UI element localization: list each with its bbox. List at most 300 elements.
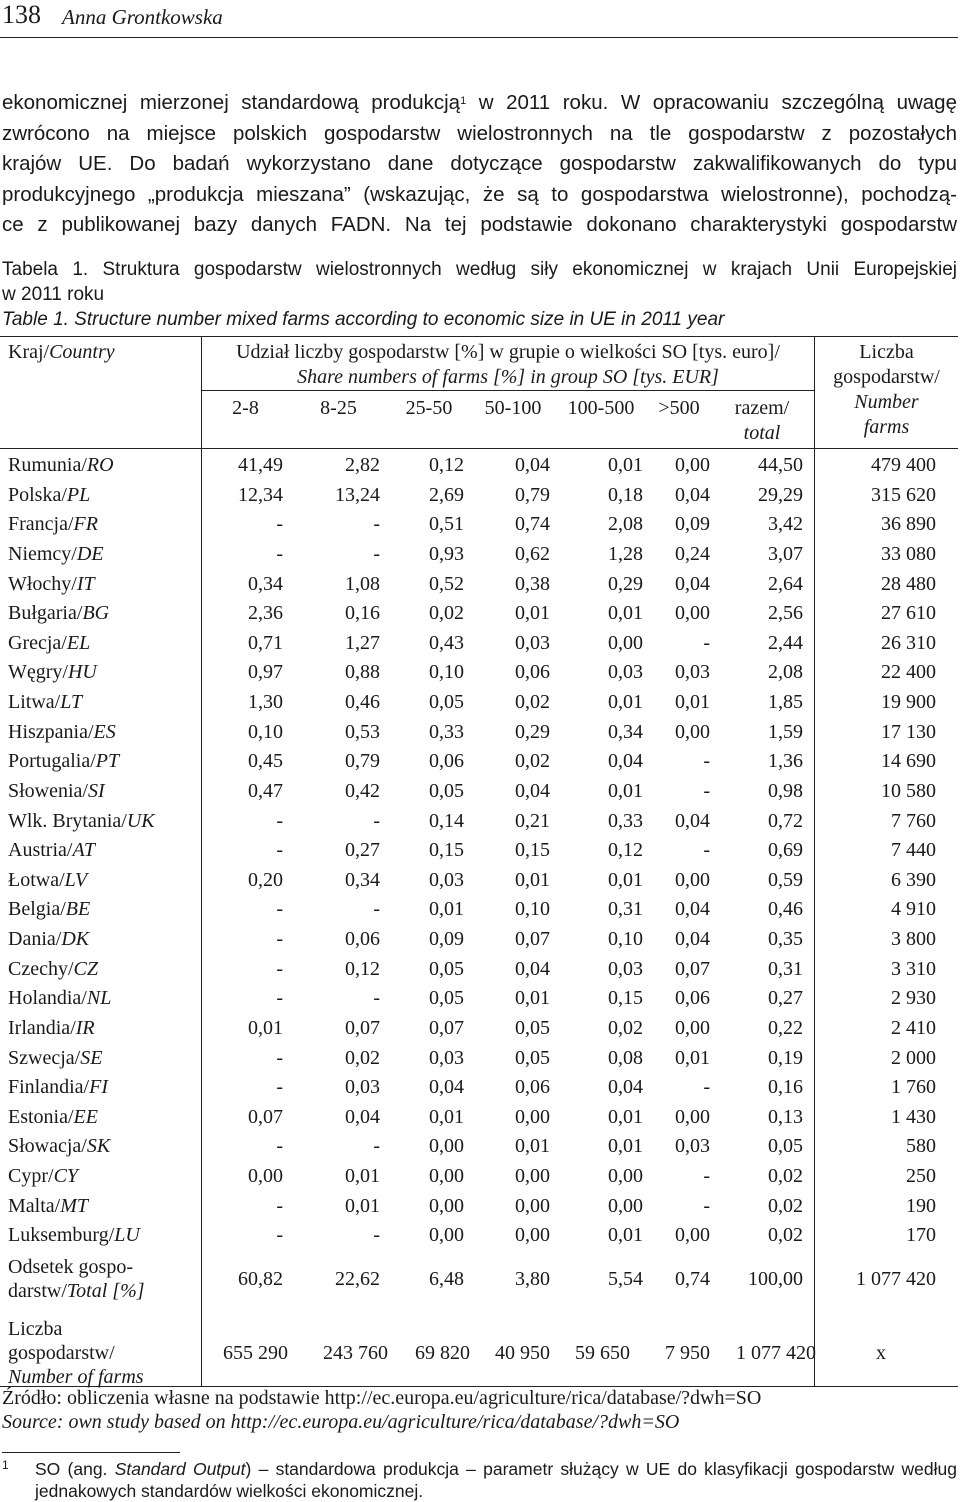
value-cell: 1,59 (768, 720, 803, 743)
value-cell: 0,15 (515, 839, 550, 862)
value-cell: 0,04 (675, 809, 710, 832)
value-cell: 0,29 (515, 720, 550, 743)
value-cell: 0,33 (429, 720, 464, 743)
farm-count-cell: 36 890 (881, 513, 936, 536)
count-row-label-line2: gospodarstw/ (8, 1342, 115, 1364)
value-cell: 2,08 (608, 513, 643, 536)
country-cell: Belgia/BE (8, 898, 91, 921)
country-cell: Łotwa/LV (8, 868, 88, 891)
value-cell: 0,04 (675, 483, 710, 506)
table-subheader-rule (202, 390, 814, 391)
value-cell: - (276, 1076, 283, 1099)
value-cell: 0,16 (345, 602, 380, 625)
value-cell: 0,02 (345, 1046, 380, 1069)
value-cell: 0,01 (608, 868, 643, 891)
footnote-text (35, 1458, 957, 1502)
value-cell: 0,71 (248, 631, 283, 654)
value-cell: 0,34 (345, 868, 380, 891)
country-cell: Luksemburg/LU (8, 1224, 140, 1247)
value-cell: 0,34 (608, 720, 643, 743)
country-cell: Grecja/EL (8, 631, 91, 654)
value-cell: 0,03 (675, 661, 710, 684)
value-cell: 2,56 (768, 602, 803, 625)
value-cell: 3,42 (768, 513, 803, 536)
value-cell: 0,01 (608, 779, 643, 802)
farm-count-cell: 10 580 (881, 779, 936, 802)
value-cell: 0,04 (675, 928, 710, 951)
farm-count-cell: 2 000 (891, 1046, 936, 1069)
farm-count-cell: 3 310 (891, 957, 936, 980)
footnote-rule (2, 1452, 180, 1453)
value-cell: 0,79 (345, 750, 380, 773)
value-cell: 1,85 (768, 691, 803, 714)
value-cell: 0,05 (429, 987, 464, 1010)
country-cell: Austria/AT (8, 839, 96, 862)
value-cell: 0,53 (345, 720, 380, 743)
value-cell: 0,07 (248, 1105, 283, 1128)
value-cell: 0,03 (675, 1135, 710, 1158)
share-value-cell: 22,62 (335, 1268, 380, 1290)
value-cell: 0,07 (675, 957, 710, 980)
value-cell: 0,00 (675, 1105, 710, 1128)
country-cell: Bułgaria/BG (8, 602, 110, 625)
value-cell: 0,00 (515, 1165, 550, 1188)
value-cell: 0,27 (345, 839, 380, 862)
value-cell: 0,05 (515, 1016, 550, 1039)
value-cell: 0,01 (248, 1016, 283, 1039)
value-cell: 1,36 (768, 750, 803, 773)
value-cell: 0,08 (608, 1046, 643, 1069)
country-cell: Słowacja/SK (8, 1135, 111, 1158)
value-cell: 0,46 (768, 898, 803, 921)
header-size-group: 8-25 (320, 397, 357, 419)
value-cell: 0,88 (345, 661, 380, 684)
country-cell: Irlandia/IR (8, 1016, 95, 1039)
value-cell: 0,00 (608, 631, 643, 654)
country-cell: Hiszpania/ES (8, 720, 116, 743)
body-line: ce z publikowanej bazy danych FADN. Na tej podstawie dokonano charakterystyki gospodarstw (2, 213, 957, 236)
value-cell: 0,03 (429, 868, 464, 891)
header-count-line3: Number (854, 391, 919, 413)
count-value-cell: 655 290 (223, 1342, 288, 1364)
value-cell: 0,09 (429, 928, 464, 951)
page-number: 138 (2, 0, 41, 29)
value-cell: 0,51 (429, 513, 464, 536)
caption-polish-line2: w 2011 roku (2, 284, 105, 305)
country-cell: Szwecja/SE (8, 1046, 103, 1069)
count-value-cell: 59 650 (575, 1342, 630, 1364)
farm-count-cell: 3 800 (891, 928, 936, 951)
share-row-label-line2: darstw/Total [%] (8, 1280, 145, 1302)
value-cell: 0,42 (345, 779, 380, 802)
header-size-group: 25-50 (405, 397, 453, 419)
share-value-cell: 100,00 (748, 1268, 803, 1290)
share-value-cell: 6,48 (429, 1268, 464, 1290)
value-cell: 0,01 (515, 987, 550, 1010)
header-country: Kraj/Country (8, 341, 115, 363)
value-cell: 0,06 (515, 1076, 550, 1099)
value-cell: 3,07 (768, 542, 803, 565)
value-cell: 1,30 (248, 691, 283, 714)
value-cell: 0,04 (515, 454, 550, 476)
count-value-cell: 243 760 (323, 1342, 388, 1364)
value-cell: - (373, 1135, 380, 1158)
value-cell: 0,06 (429, 750, 464, 773)
header-count-line2: gospodarstw/ (833, 366, 940, 388)
count-value-cell: 40 950 (495, 1342, 550, 1364)
value-cell: 0,06 (675, 987, 710, 1010)
count-row-label-line1: Liczba (8, 1318, 63, 1340)
value-cell: 0,04 (675, 572, 710, 595)
value-cell: 0,04 (608, 750, 643, 773)
value-cell: - (276, 1194, 283, 1217)
value-cell: 0,06 (345, 928, 380, 951)
value-cell: 1,27 (345, 631, 380, 654)
country-cell: Niemcy/DE (8, 542, 104, 565)
value-cell: 0,46 (345, 691, 380, 714)
value-cell: 0,02 (515, 691, 550, 714)
country-cell: Wlk. Brytania/UK (8, 809, 155, 832)
value-cell: 0,03 (608, 661, 643, 684)
value-cell: 0,05 (429, 779, 464, 802)
count-value-cell: 7 950 (665, 1342, 710, 1364)
value-cell: 0,00 (515, 1105, 550, 1128)
value-cell: 0,01 (608, 1135, 643, 1158)
value-cell: 0,93 (429, 542, 464, 565)
farm-count-cell: 2 930 (891, 987, 936, 1010)
value-cell: - (373, 898, 380, 921)
value-cell: - (276, 1046, 283, 1069)
value-cell: 0,04 (345, 1105, 380, 1128)
value-cell: 0,14 (429, 809, 464, 832)
value-cell: 0,01 (429, 1105, 464, 1128)
value-cell: 0,05 (429, 957, 464, 980)
value-cell: 0,00 (675, 720, 710, 743)
country-cell: Cypr/CY (8, 1165, 79, 1188)
value-cell: - (276, 542, 283, 565)
value-cell: - (276, 839, 283, 862)
value-cell: 0,01 (608, 1105, 643, 1128)
farm-count-cell: 6 390 (891, 868, 936, 891)
country-cell: Malta/MT (8, 1194, 89, 1217)
value-cell: 0,02 (515, 750, 550, 773)
farm-count-cell: 22 400 (881, 661, 936, 684)
value-cell: - (276, 987, 283, 1010)
value-cell: 0,21 (515, 809, 550, 832)
value-cell: 0,38 (515, 572, 550, 595)
header-size-group: 100-500 (567, 397, 635, 419)
country-cell: Portugalia/PT (8, 750, 120, 773)
farm-count-cell: 7 760 (891, 809, 936, 832)
value-cell: - (276, 928, 283, 951)
value-cell: 0,33 (608, 809, 643, 832)
header-total-polish: razem/ (734, 397, 790, 419)
header-size-group: >500 (658, 397, 700, 419)
table-col-rule (814, 336, 815, 1386)
value-cell: 0,00 (675, 1224, 710, 1247)
value-cell: 0,07 (515, 928, 550, 951)
value-cell: 2,69 (429, 483, 464, 506)
value-cell: 0,35 (768, 928, 803, 951)
value-cell: 0,19 (768, 1046, 803, 1069)
caption-english: Table 1. Structure number mixed farms according to economic size in UE in 2011 year (2, 309, 725, 330)
value-cell: 0,22 (768, 1016, 803, 1039)
value-cell: - (703, 1076, 710, 1099)
value-cell: - (373, 542, 380, 565)
table-caption (2, 257, 957, 332)
value-cell: 0,47 (248, 779, 283, 802)
value-cell: 0,01 (515, 1135, 550, 1158)
value-cell: 0,97 (248, 661, 283, 684)
farm-count-cell: 33 080 (881, 542, 936, 565)
value-cell: 0,00 (608, 1194, 643, 1217)
value-cell: 2,36 (248, 602, 283, 625)
value-cell: 0,01 (675, 1046, 710, 1069)
country-cell: Rumunia/RO (8, 454, 114, 476)
header-size-group: 50-100 (484, 397, 542, 419)
farm-count-cell: 315 620 (871, 483, 936, 506)
value-cell: 0,09 (675, 513, 710, 536)
value-cell: 0,01 (429, 898, 464, 921)
value-cell: 0,10 (608, 928, 643, 951)
value-cell: 0,00 (675, 454, 710, 476)
value-cell: 29,29 (758, 483, 803, 506)
value-cell: 44,50 (758, 454, 803, 476)
value-cell: 0,98 (768, 779, 803, 802)
value-cell: 0,10 (515, 898, 550, 921)
value-cell: 0,12 (429, 454, 464, 476)
header-rule (0, 37, 958, 38)
value-cell: 2,44 (768, 631, 803, 654)
running-head-author: Anna Grontkowska (62, 5, 223, 29)
value-cell: - (703, 839, 710, 862)
value-cell: 0,34 (248, 572, 283, 595)
farm-count-cell: 2 410 (891, 1016, 936, 1039)
value-cell: 0,00 (429, 1224, 464, 1247)
value-cell: 0,74 (515, 513, 550, 536)
value-cell: 0,02 (429, 602, 464, 625)
value-cell: 0,00 (608, 1165, 643, 1188)
farm-count-cell: 250 (906, 1165, 936, 1188)
value-cell: - (373, 987, 380, 1010)
value-cell: 0,01 (345, 1165, 380, 1188)
value-cell: - (276, 809, 283, 832)
value-cell: 0,04 (675, 898, 710, 921)
value-cell: 0,03 (429, 1046, 464, 1069)
value-cell: - (276, 957, 283, 980)
value-cell: - (373, 1224, 380, 1247)
share-value-cell: 60,82 (238, 1268, 283, 1290)
value-cell: 0,24 (675, 542, 710, 565)
value-cell: 0,00 (429, 1165, 464, 1188)
value-cell: 0,00 (675, 1016, 710, 1039)
value-cell: 2,82 (345, 454, 380, 476)
header-size-group: 2-8 (232, 397, 259, 419)
header-total-english: total (743, 422, 781, 444)
value-cell: 1,08 (345, 572, 380, 595)
farm-count-cell: 27 610 (881, 602, 936, 625)
farm-count-cell: 14 690 (881, 750, 936, 773)
country-cell: Litwa/LT (8, 691, 83, 714)
source-english: Source: own study based on http://ec.europa.eu/agriculture/rica/database/?dwh=SO (2, 1411, 680, 1433)
farm-count-cell: 7 440 (891, 839, 936, 862)
body-line: krajów UE. Do badań wykorzystano dane dotyczące gospodarstw zakwalifikowanych do typu (2, 152, 957, 175)
value-cell: 0,01 (345, 1194, 380, 1217)
footnote-mark: 1 (2, 1458, 9, 1472)
value-cell: 0,03 (515, 631, 550, 654)
farm-count-cell: 1 760 (891, 1076, 936, 1099)
share-value-cell: 5,54 (608, 1268, 643, 1290)
value-cell: 0,03 (345, 1076, 380, 1099)
value-cell: 2,64 (768, 572, 803, 595)
value-cell: 0,10 (248, 720, 283, 743)
caption-polish-line1: Tabela 1. Struktura gospodarstw wielostronnych według siły ekonomicznej w krajach Unii Europejskiej (2, 259, 957, 280)
value-cell: 0,00 (675, 868, 710, 891)
farm-count-cell: 580 (906, 1135, 936, 1158)
share-value-cell: 3,80 (515, 1268, 550, 1290)
body-paragraph (2, 88, 957, 241)
value-cell: 0,12 (345, 957, 380, 980)
value-cell: 0,01 (608, 454, 643, 476)
value-cell: - (703, 750, 710, 773)
value-cell: 0,18 (608, 483, 643, 506)
count-row-label-line3: Number of farms (8, 1366, 144, 1388)
value-cell: - (703, 631, 710, 654)
share-row-label-line1: Odsetek gospo- (8, 1256, 133, 1278)
value-cell: 0,27 (768, 987, 803, 1010)
country-cell: Włochy/IT (8, 572, 95, 595)
value-cell: 0,02 (768, 1224, 803, 1247)
table-col-rule (201, 336, 202, 1386)
value-cell: 0,00 (429, 1135, 464, 1158)
value-cell: 0,31 (608, 898, 643, 921)
value-cell: 0,07 (429, 1016, 464, 1039)
value-cell: 1,28 (608, 542, 643, 565)
footnote-line: jednakowych standardów wielkości ekonomicznej. (35, 1481, 424, 1501)
farm-count-cell: 28 480 (881, 572, 936, 595)
value-cell: 0,12 (608, 839, 643, 862)
country-cell: Słowenia/SI (8, 779, 105, 802)
value-cell: 0,05 (429, 691, 464, 714)
value-cell: 0,69 (768, 839, 803, 862)
table-source (2, 1386, 957, 1434)
value-cell: 0,03 (608, 957, 643, 980)
value-cell: 12,34 (238, 483, 283, 506)
farm-count-cell: 4 910 (891, 898, 936, 921)
value-cell: - (703, 1165, 710, 1188)
value-cell: 13,24 (335, 483, 380, 506)
value-cell: 0,01 (515, 868, 550, 891)
farm-count-cell: 19 900 (881, 691, 936, 714)
value-cell: 0,00 (515, 1194, 550, 1217)
body-line: produkcyjnego „produkcja mieszana” (wskazując, że są to gospodarstwa wielostronne), pochodzą- (2, 182, 957, 206)
farm-count-cell: 479 400 (871, 454, 936, 476)
header-count-line1: Liczba (859, 341, 914, 363)
value-cell: 0,00 (515, 1224, 550, 1247)
value-cell: 0,01 (608, 1224, 643, 1247)
value-cell: 0,10 (429, 661, 464, 684)
value-cell: 0,15 (429, 839, 464, 862)
value-cell: - (276, 1224, 283, 1247)
value-cell: 0,31 (768, 957, 803, 980)
value-cell: 0,62 (515, 542, 550, 565)
value-cell: 0,04 (608, 1076, 643, 1099)
farm-count-cell: 170 (906, 1224, 936, 1247)
value-cell: 0,59 (768, 868, 803, 891)
value-cell: 0,00 (429, 1194, 464, 1217)
value-cell: - (703, 1194, 710, 1217)
body-line: ekonomicznej mierzonej standardową produkcją$^1$ w 2011 roku. W opracowaniu szczególną uwagę (2, 91, 957, 114)
value-cell: 0,15 (608, 987, 643, 1010)
country-cell: Czechy/CZ (8, 957, 98, 980)
value-cell: 0,01 (608, 602, 643, 625)
count-row-x-cell: x (876, 1342, 886, 1364)
farm-count-cell: 190 (906, 1194, 936, 1217)
country-cell: Holandia/NL (8, 987, 112, 1010)
farm-count-cell: 1 430 (891, 1105, 936, 1128)
share-value-cell: 0,74 (675, 1268, 710, 1290)
country-cell: Francja/FR (8, 513, 98, 536)
country-cell: Estonia/EE (8, 1105, 98, 1128)
value-cell: - (276, 1135, 283, 1158)
source-polish: Źródło: obliczenia własne na podstawie http://ec.europa.eu/agriculture/rica/database/?dwh=SO (2, 1387, 762, 1409)
value-cell: 0,79 (515, 483, 550, 506)
value-cell: 0,00 (248, 1165, 283, 1188)
header-share-english: Share numbers of farms [%] in group SO [tys. EUR] (297, 366, 719, 388)
value-cell: 0,29 (608, 572, 643, 595)
running-header (0, 0, 960, 40)
country-cell: Finlandia/FI (8, 1076, 108, 1099)
value-cell: 0,05 (768, 1135, 803, 1158)
value-cell: 0,01 (608, 691, 643, 714)
farm-count-cell: 17 130 (881, 720, 936, 743)
value-cell: 0,52 (429, 572, 464, 595)
count-value-cell: 1 077 420 (736, 1342, 816, 1364)
share-total-count-cell: 1 077 420 (856, 1268, 936, 1290)
country-cell: Polska/PL (8, 483, 91, 506)
country-cell: Węgry/HU (8, 661, 97, 684)
value-cell: 0,00 (675, 602, 710, 625)
value-cell: - (373, 513, 380, 536)
value-cell: 0,13 (768, 1105, 803, 1128)
value-cell: 0,20 (248, 868, 283, 891)
value-cell: - (276, 513, 283, 536)
value-cell: 0,01 (515, 602, 550, 625)
value-cell: 0,16 (768, 1076, 803, 1099)
value-cell: 0,01 (675, 691, 710, 714)
body-line: zwrócono na miejsce polskich gospodarstw wielostronnych na tle gospodarstw z pozostałych (2, 121, 957, 145)
value-cell: - (276, 898, 283, 921)
value-cell: 2,08 (768, 661, 803, 684)
value-cell: 0,04 (515, 957, 550, 980)
value-cell: 0,72 (768, 809, 803, 832)
value-cell: 0,02 (768, 1194, 803, 1217)
footnote-ref: 1 (460, 95, 467, 107)
country-cell: Dania/DK (8, 928, 90, 951)
value-cell: 0,04 (429, 1076, 464, 1099)
value-cell: 0,06 (515, 661, 550, 684)
value-cell: 0,45 (248, 750, 283, 773)
count-value-cell: 69 820 (415, 1342, 470, 1364)
header-share-polish: Udział liczby gospodarstw [%] w grupie o wielkości SO [tys. euro]/ (236, 341, 780, 363)
value-cell: - (703, 779, 710, 802)
value-cell: 0,05 (515, 1046, 550, 1069)
farm-count-cell: 26 310 (881, 631, 936, 654)
footnote-line: SO (ang. Standard Output) – standardowa produkcja – parametr służący w UE do klasyfikacji gospodarstw według (35, 1459, 957, 1479)
header-count-line4: farms (863, 416, 910, 438)
value-cell: 0,02 (608, 1016, 643, 1039)
value-cell: - (373, 809, 380, 832)
